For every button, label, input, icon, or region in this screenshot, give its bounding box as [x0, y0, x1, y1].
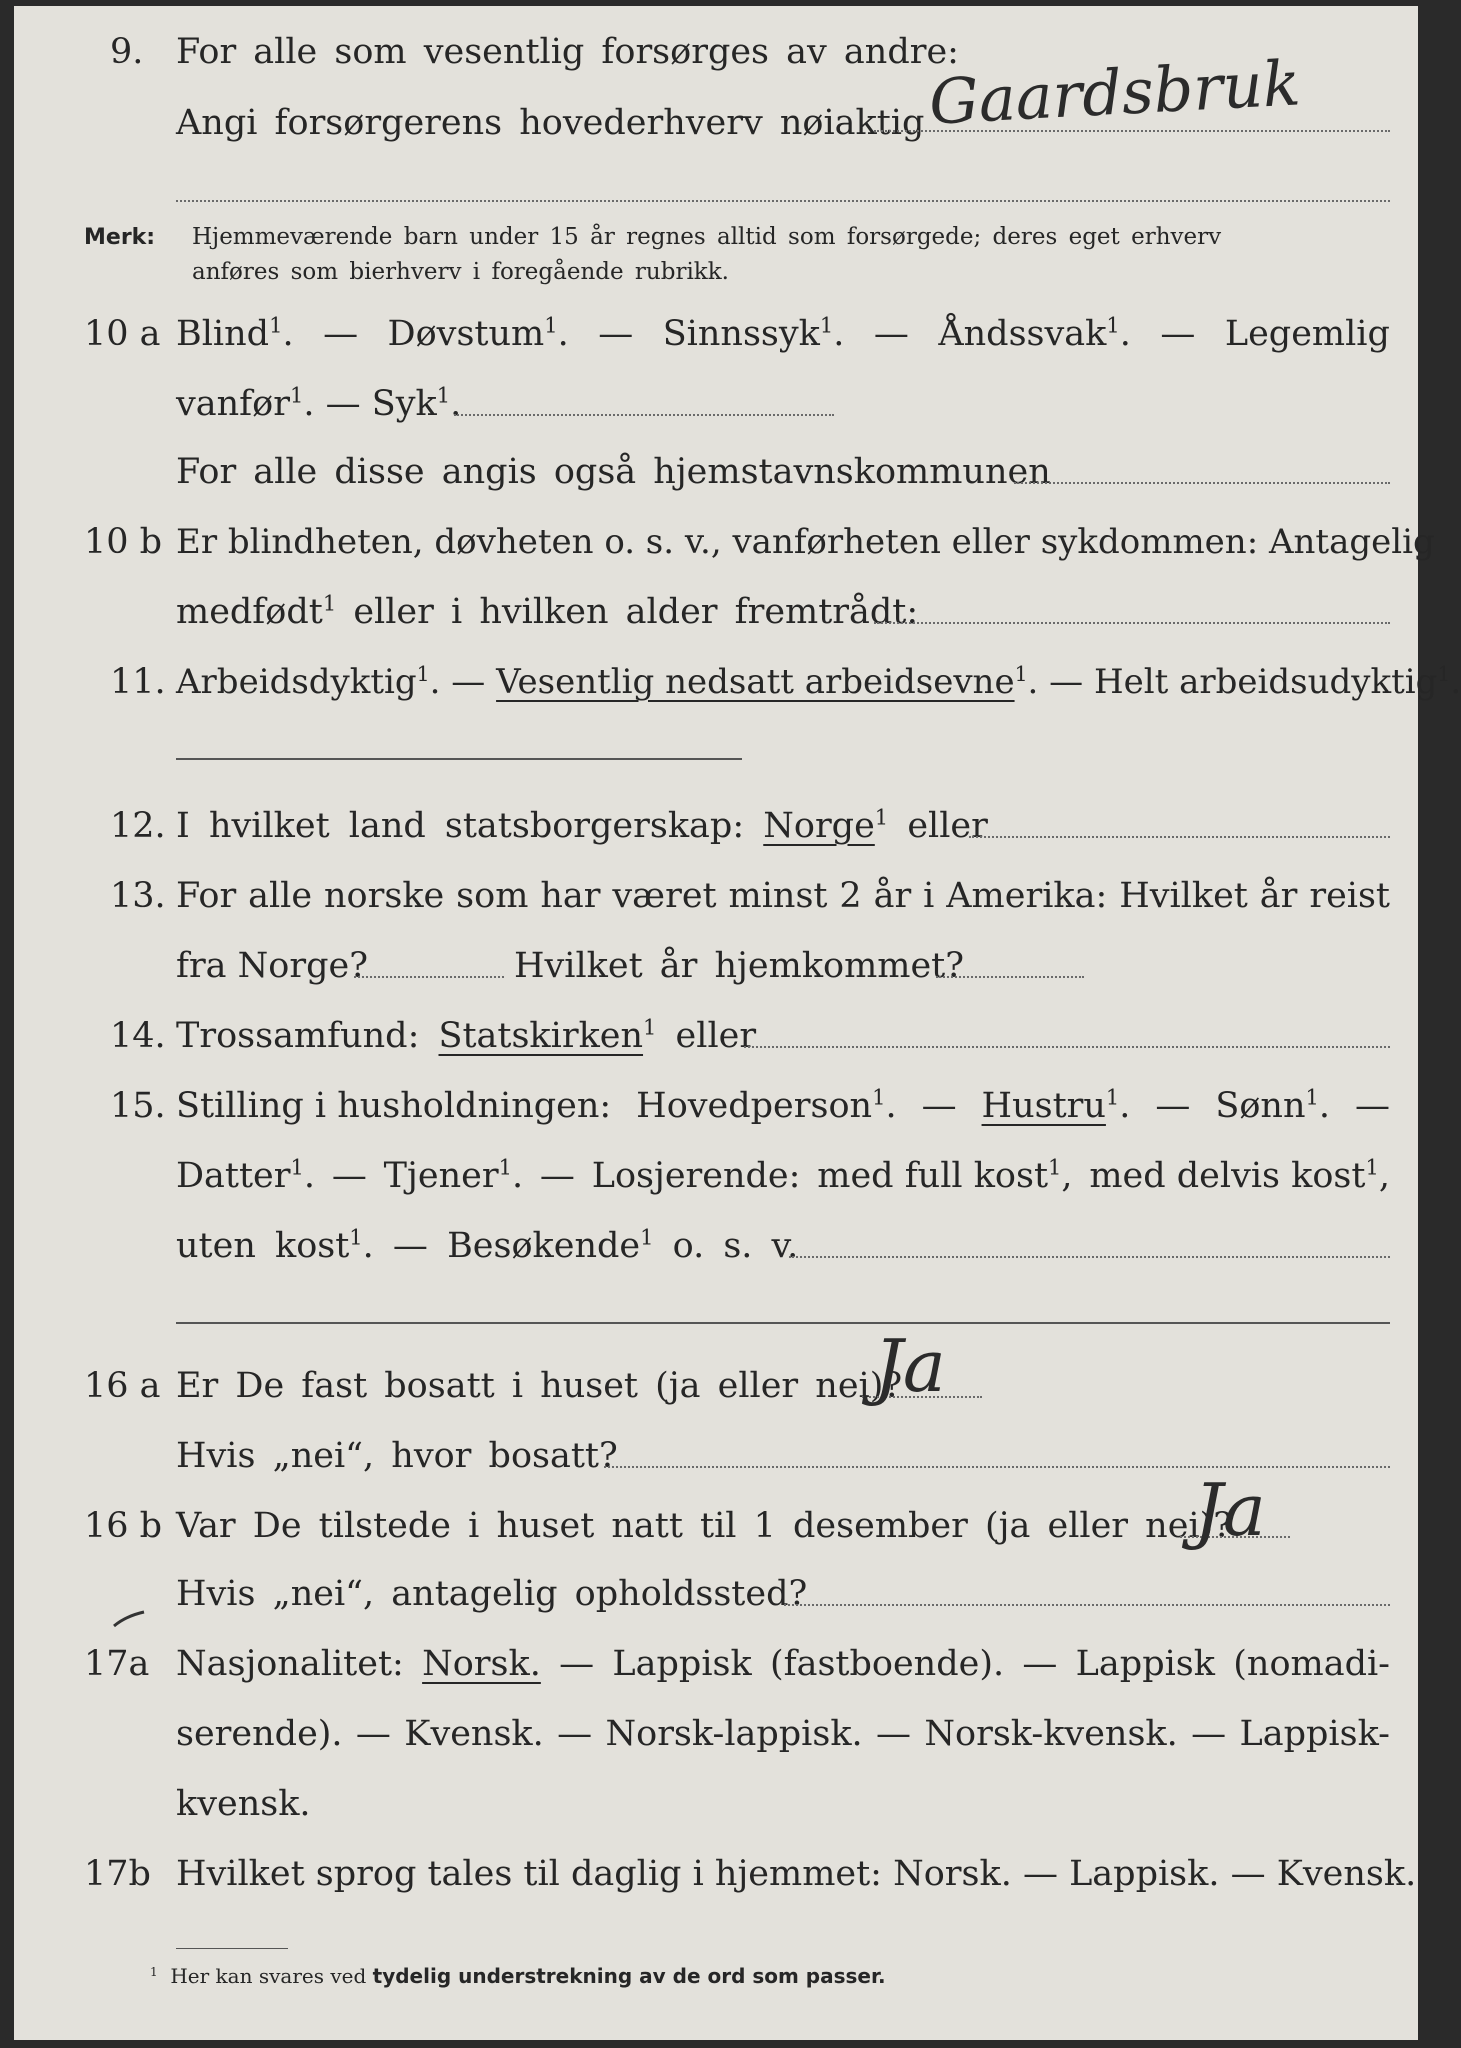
q9-line1: For alle som vesentlig forsørges av andre: — [176, 32, 959, 72]
q16b-number: 16 b — [84, 1506, 163, 1546]
q13-hjemkommet-line — [936, 976, 1084, 978]
q13-line1: For alle norske som har været minst 2 år i Amerika: Hvilket år reist — [176, 876, 1390, 916]
q10a-line2: vanfør$^1$. — Syk$^1$. — [176, 383, 462, 424]
q14-line: Trossamfund: Statskirken$^1$ eller — [176, 1015, 757, 1056]
q11-opt2-underlined[interactable]: Vesentlig nedsatt arbeidsevne — [496, 662, 1015, 702]
q17a-line3: kvensk. — [176, 1784, 311, 1824]
q10b-line2: medfødt$^1$ eller i hvilken alder fremtrådt: — [176, 591, 919, 632]
q16b-line2: Hvis „nei“, antagelig opholdssted? — [176, 1574, 808, 1614]
q16a-line1: Er De fast bosatt i huset (ja eller nei)? — [176, 1366, 903, 1406]
census-form-page — [14, 6, 1461, 2040]
q10a-vanfor: vanfør — [176, 384, 290, 424]
q10a-syk-line — [454, 414, 834, 416]
q13-part1: fra Norge? — [176, 946, 368, 986]
q10a-line1: Blind$^1$. — Døvstum$^1$. — Sinnssyk$^1$. — Åndssvak$^1$. — Legemlig — [176, 313, 1390, 354]
q9-handwritten-answer[interactable]: Gaardsbruk — [927, 46, 1303, 139]
q10b-medfodt: medfødt — [176, 592, 323, 632]
merk-line1: Hjemmeværende barn under 15 år regnes alltid som forsørgede; deres eget erhverv — [192, 224, 1222, 250]
merk-line2: anføres som bierhverv i foregående rubrikk. — [192, 259, 729, 285]
q12-line: I hvilket land statsborgerskap: Norge$^1$ eller — [176, 805, 988, 846]
q12-norge-underlined[interactable]: Norge — [763, 806, 875, 846]
q9-number: 9. — [110, 32, 144, 72]
q11-opt1: Arbeidsdyktig — [176, 662, 417, 702]
q10a-line3: For alle disse angis også hjemstavnskommunen — [176, 452, 1051, 492]
q9-line2: Angi forsørgerens hovederhverv nøiaktig — [176, 103, 925, 143]
q17a-number: 17a — [84, 1644, 150, 1684]
q16b-opholdssted-line — [784, 1604, 1390, 1606]
q10a-legemlig: Legemlig — [1224, 314, 1390, 354]
footnote: $^1$ Her kan svares ved tydelig understrekning av de ord som passer. — [150, 1964, 886, 1988]
footnote-rule — [176, 1948, 288, 1949]
q15-hustru-underlined[interactable]: Hustru — [981, 1086, 1106, 1126]
q15-hovedperson: Hovedperson — [636, 1086, 873, 1126]
q16a-bosatt-line — [604, 1466, 1390, 1468]
q15-line1: Stilling i husholdningen: Hovedperson$^1$. — Hustru$^1$. — Sønn$^1$. — — [176, 1085, 1390, 1126]
q17a-line1: Nasjonalitet: Norsk. — Lappisk (fastboende). — Lappisk (nomadi- — [176, 1644, 1390, 1684]
q14-number: 14. — [110, 1016, 166, 1056]
q15-line3: uten kost$^1$. — Besøkende$^1$ o. s. v. — [176, 1225, 799, 1266]
q13-part2: Hvilket år hjemkommet? — [514, 946, 965, 986]
merk-label: Merk: — [84, 225, 156, 250]
q10a-hjemstavn-line — [1014, 482, 1390, 484]
q15-separator — [176, 1322, 1390, 1324]
q16a-number: 16 a — [84, 1366, 161, 1406]
q17b-number: 17b — [84, 1854, 151, 1894]
q14-answer-line — [744, 1046, 1390, 1048]
q17a-line2: serende). — Kvensk. — Norsk-lappisk. — Norsk-kvensk. — Lappisk- — [176, 1714, 1390, 1754]
q10a-sinnssyk: Sinnssyk — [662, 314, 820, 354]
q12-number: 12. — [110, 806, 166, 846]
q13-number: 13. — [110, 876, 166, 916]
q11-separator — [176, 758, 742, 760]
q10b-answer-line — [874, 622, 1390, 624]
q10a-number: 10 a — [84, 314, 161, 354]
q15-number: 15. — [110, 1086, 166, 1126]
q10b-number: 10 b — [84, 522, 163, 562]
q9-extra-line — [176, 200, 1390, 202]
q16a-line2: Hvis „nei“, hvor bosatt? — [176, 1436, 618, 1476]
q14-statskirken-underlined[interactable]: Statskirken — [438, 1016, 644, 1056]
q15-sonn: Sønn — [1215, 1086, 1306, 1126]
q10a-andssvak: Åndssvak — [938, 314, 1107, 354]
q10a-dovstum: Døvstum — [387, 314, 545, 354]
q17a-norsk-underlined[interactable]: Norsk. — [422, 1644, 541, 1684]
q13-reist-line — [354, 976, 504, 978]
q15-line2: Datter$^1$. — Tjener$^1$. — Losjerende: med full kost$^1$, med delvis kost$^1$, — [176, 1155, 1390, 1196]
q16b-line1: Var De tilstede i huset natt til 1 desember (ja eller nei)? — [176, 1506, 1233, 1546]
q11-line: Arbeidsdyktig$^1$. — Vesentlig nedsatt arbeidsevne$^1$. — Helt arbeidsudyktig$^1$. — [176, 661, 1461, 702]
q16a-handwritten-answer[interactable]: Ja — [874, 1324, 946, 1408]
tick-mark-icon — [110, 1608, 150, 1632]
q12-answer-line — [969, 836, 1390, 838]
q16b-handwritten-answer[interactable]: Ja — [1194, 1468, 1266, 1552]
q17b-line: Hvilket sprog tales til daglig i hjemmet: Norsk. — Lappisk. — Kvensk. — [176, 1854, 1417, 1894]
q11-number: 11. — [110, 662, 166, 702]
q10b-line1: Er blindheten, døvheten o. s. v., vanførheten eller sykdommen: Antagelig — [176, 522, 1435, 562]
q10a-syk: Syk — [371, 384, 437, 424]
q10a-blind: Blind — [176, 314, 270, 354]
q15-answer-line — [789, 1256, 1390, 1258]
q11-opt3: Helt arbeidsudyktig — [1093, 662, 1438, 702]
